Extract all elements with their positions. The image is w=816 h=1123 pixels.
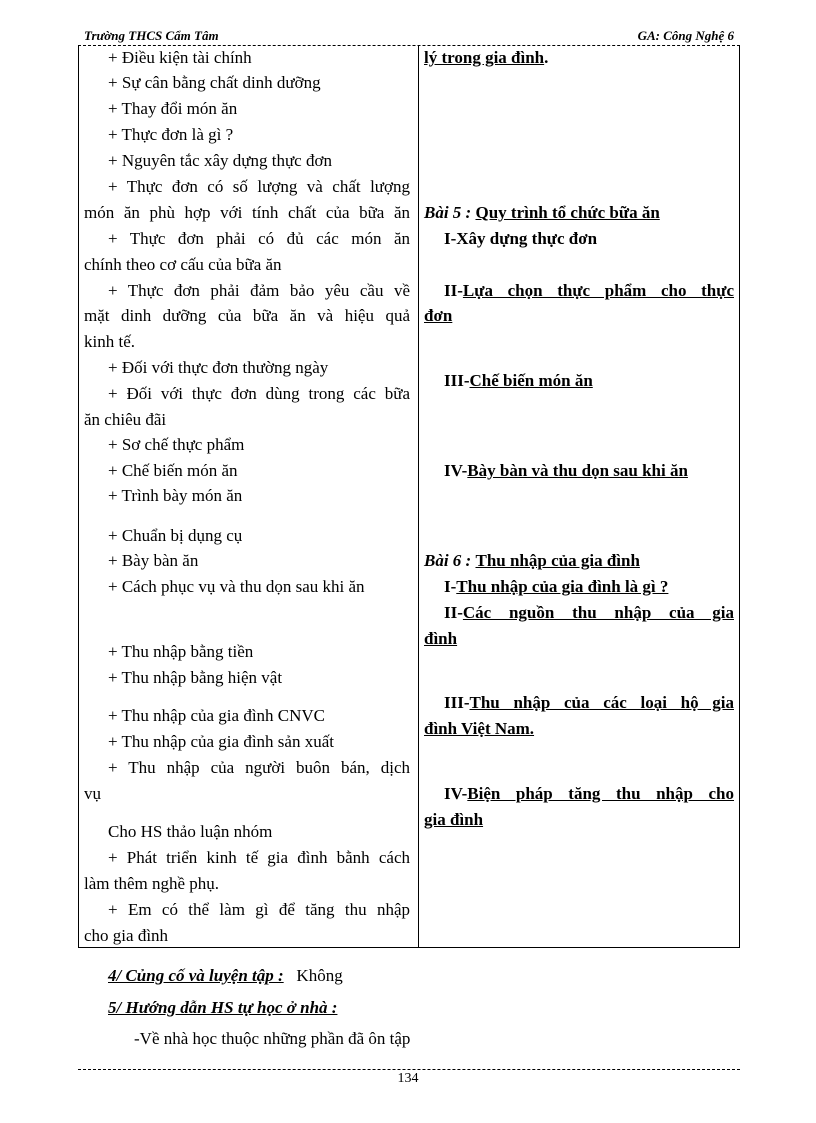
right-line: đình — [424, 629, 458, 648]
right-line: gia đình — [424, 810, 484, 829]
lesson-label: Bài 6 : — [424, 551, 472, 570]
lesson-5-heading — [424, 202, 734, 224]
left-line: + Điều kiện tài chính — [108, 48, 252, 67]
left-line: + Sơ chế thực phẩm — [108, 435, 245, 454]
right-line: đơn — [424, 306, 453, 325]
page-number: 134 — [397, 1071, 419, 1086]
left-line: + Nguyên tắc xây dựng thực đơn — [108, 151, 332, 170]
left-line: món ăn phù hợp với tính chất của bữa ăn — [84, 203, 410, 222]
left-line: + Em có thể làm gì để tăng thu nhập — [108, 900, 410, 919]
left-line: + Thu nhập của gia đình CNVC — [108, 706, 326, 725]
section-4-value: Không — [296, 966, 343, 985]
right-text: II- — [444, 603, 463, 622]
left-line: cho gia đình — [84, 926, 169, 945]
header-subject: GA: Công Nghệ 6 — [637, 28, 734, 43]
lesson-title: Quy trình tổ chức bữa ăn — [475, 203, 660, 222]
section-5-item: -Về nhà học thuộc những phần đã ôn tập — [134, 1029, 411, 1048]
left-line: + Thực đơn phải có đủ các món ăn — [108, 229, 410, 248]
right-text: IV- — [444, 784, 468, 803]
right-text: lý trong gia đình — [424, 48, 545, 67]
section-5 — [108, 997, 337, 1019]
left-line: kinh tế. — [84, 332, 135, 351]
right-text: . — [544, 48, 549, 67]
footer-divider — [78, 1069, 740, 1070]
right-line — [424, 280, 734, 302]
left-line: Cho HS thảo luận nhóm — [108, 822, 273, 841]
left-line: + Chuẩn bị dụng cụ — [108, 526, 243, 545]
left-line: + Đối với thực đơn thường ngày — [108, 358, 329, 377]
right-text: Bày bàn và thu dọn sau khi ăn — [467, 461, 688, 480]
right-text: Lựa chọn thực phẩm cho thực — [462, 281, 734, 300]
right-text: III- — [444, 693, 470, 712]
lesson-6-heading — [424, 550, 734, 572]
right-line — [424, 576, 754, 598]
section-4-label: 4/ Củng cố và luyện tập : — [108, 966, 284, 985]
left-line: + Đối với thực đơn dùng trong các bữa — [108, 384, 410, 403]
right-text: I- — [444, 577, 457, 596]
left-line: + Cách phục vụ và thu dọn sau khi ăn — [108, 577, 365, 596]
left-line: + Bày bàn ăn — [108, 551, 199, 570]
right-line — [424, 370, 754, 392]
right-text: Chế biến món ăn — [469, 371, 593, 390]
left-line: + Trình bày món ăn — [108, 486, 243, 505]
left-line: + Chế biến món ăn — [108, 461, 238, 480]
right-text: Thu nhập của các loại hộ gia — [469, 693, 734, 712]
right-line — [424, 47, 734, 69]
left-line: mặt dinh dưỡng của bữa ăn và hiệu quả — [84, 306, 410, 325]
left-line: + Thu nhập bằng tiền — [108, 642, 254, 661]
right-text: IV- — [444, 461, 468, 480]
column-divider — [418, 45, 419, 947]
right-text: Các nguồn thu nhập của gia — [462, 603, 734, 622]
right-line — [424, 602, 734, 624]
left-line: + Sự cân bằng chất dinh dưỡng — [108, 73, 321, 92]
lesson-label: Bài 5 : — [424, 203, 472, 222]
section-5-label: 5/ Hướng dẫn HS tự học ở nhà : — [108, 998, 338, 1017]
left-line: vụ — [84, 784, 101, 803]
right-line — [424, 692, 734, 714]
header-school: Trường THCS Cẩm Tâm — [84, 28, 219, 43]
section-4 — [108, 965, 343, 987]
lesson-title: Thu nhập của gia đình — [475, 551, 640, 570]
right-line — [424, 783, 734, 805]
right-text: Thu nhập của gia đình là gì ? — [456, 577, 669, 596]
left-line: + Thu nhập bằng hiện vật — [108, 668, 283, 687]
left-line: + Thực đơn là gì ? — [108, 125, 234, 144]
right-text: Biện pháp tăng thu nhập cho — [467, 784, 734, 803]
left-line: + Thu nhập của gia đình sản xuất — [108, 732, 334, 751]
left-line: + Thu nhập của người buôn bán, dịch — [108, 758, 410, 777]
left-line: chính theo cơ cấu của bữa ăn — [84, 255, 282, 274]
right-text: III- — [444, 371, 470, 390]
right-text: II- — [444, 281, 463, 300]
left-line: + Phát triển kinh tế gia đình bằnh cách — [108, 848, 410, 867]
right-line — [424, 460, 754, 482]
right-line: I-Xây dựng thực đơn — [444, 229, 598, 248]
left-line: làm thêm nghề phụ. — [84, 874, 220, 893]
left-line: ăn chiêu đãi — [84, 410, 167, 429]
left-line: + Thay đổi món ăn — [108, 99, 238, 118]
left-line: + Thực đơn phải đảm bảo yêu cầu về — [108, 281, 410, 300]
right-line: đình Việt Nam. — [424, 719, 535, 738]
left-line: + Thực đơn có số lượng và chất lượng — [108, 177, 410, 196]
